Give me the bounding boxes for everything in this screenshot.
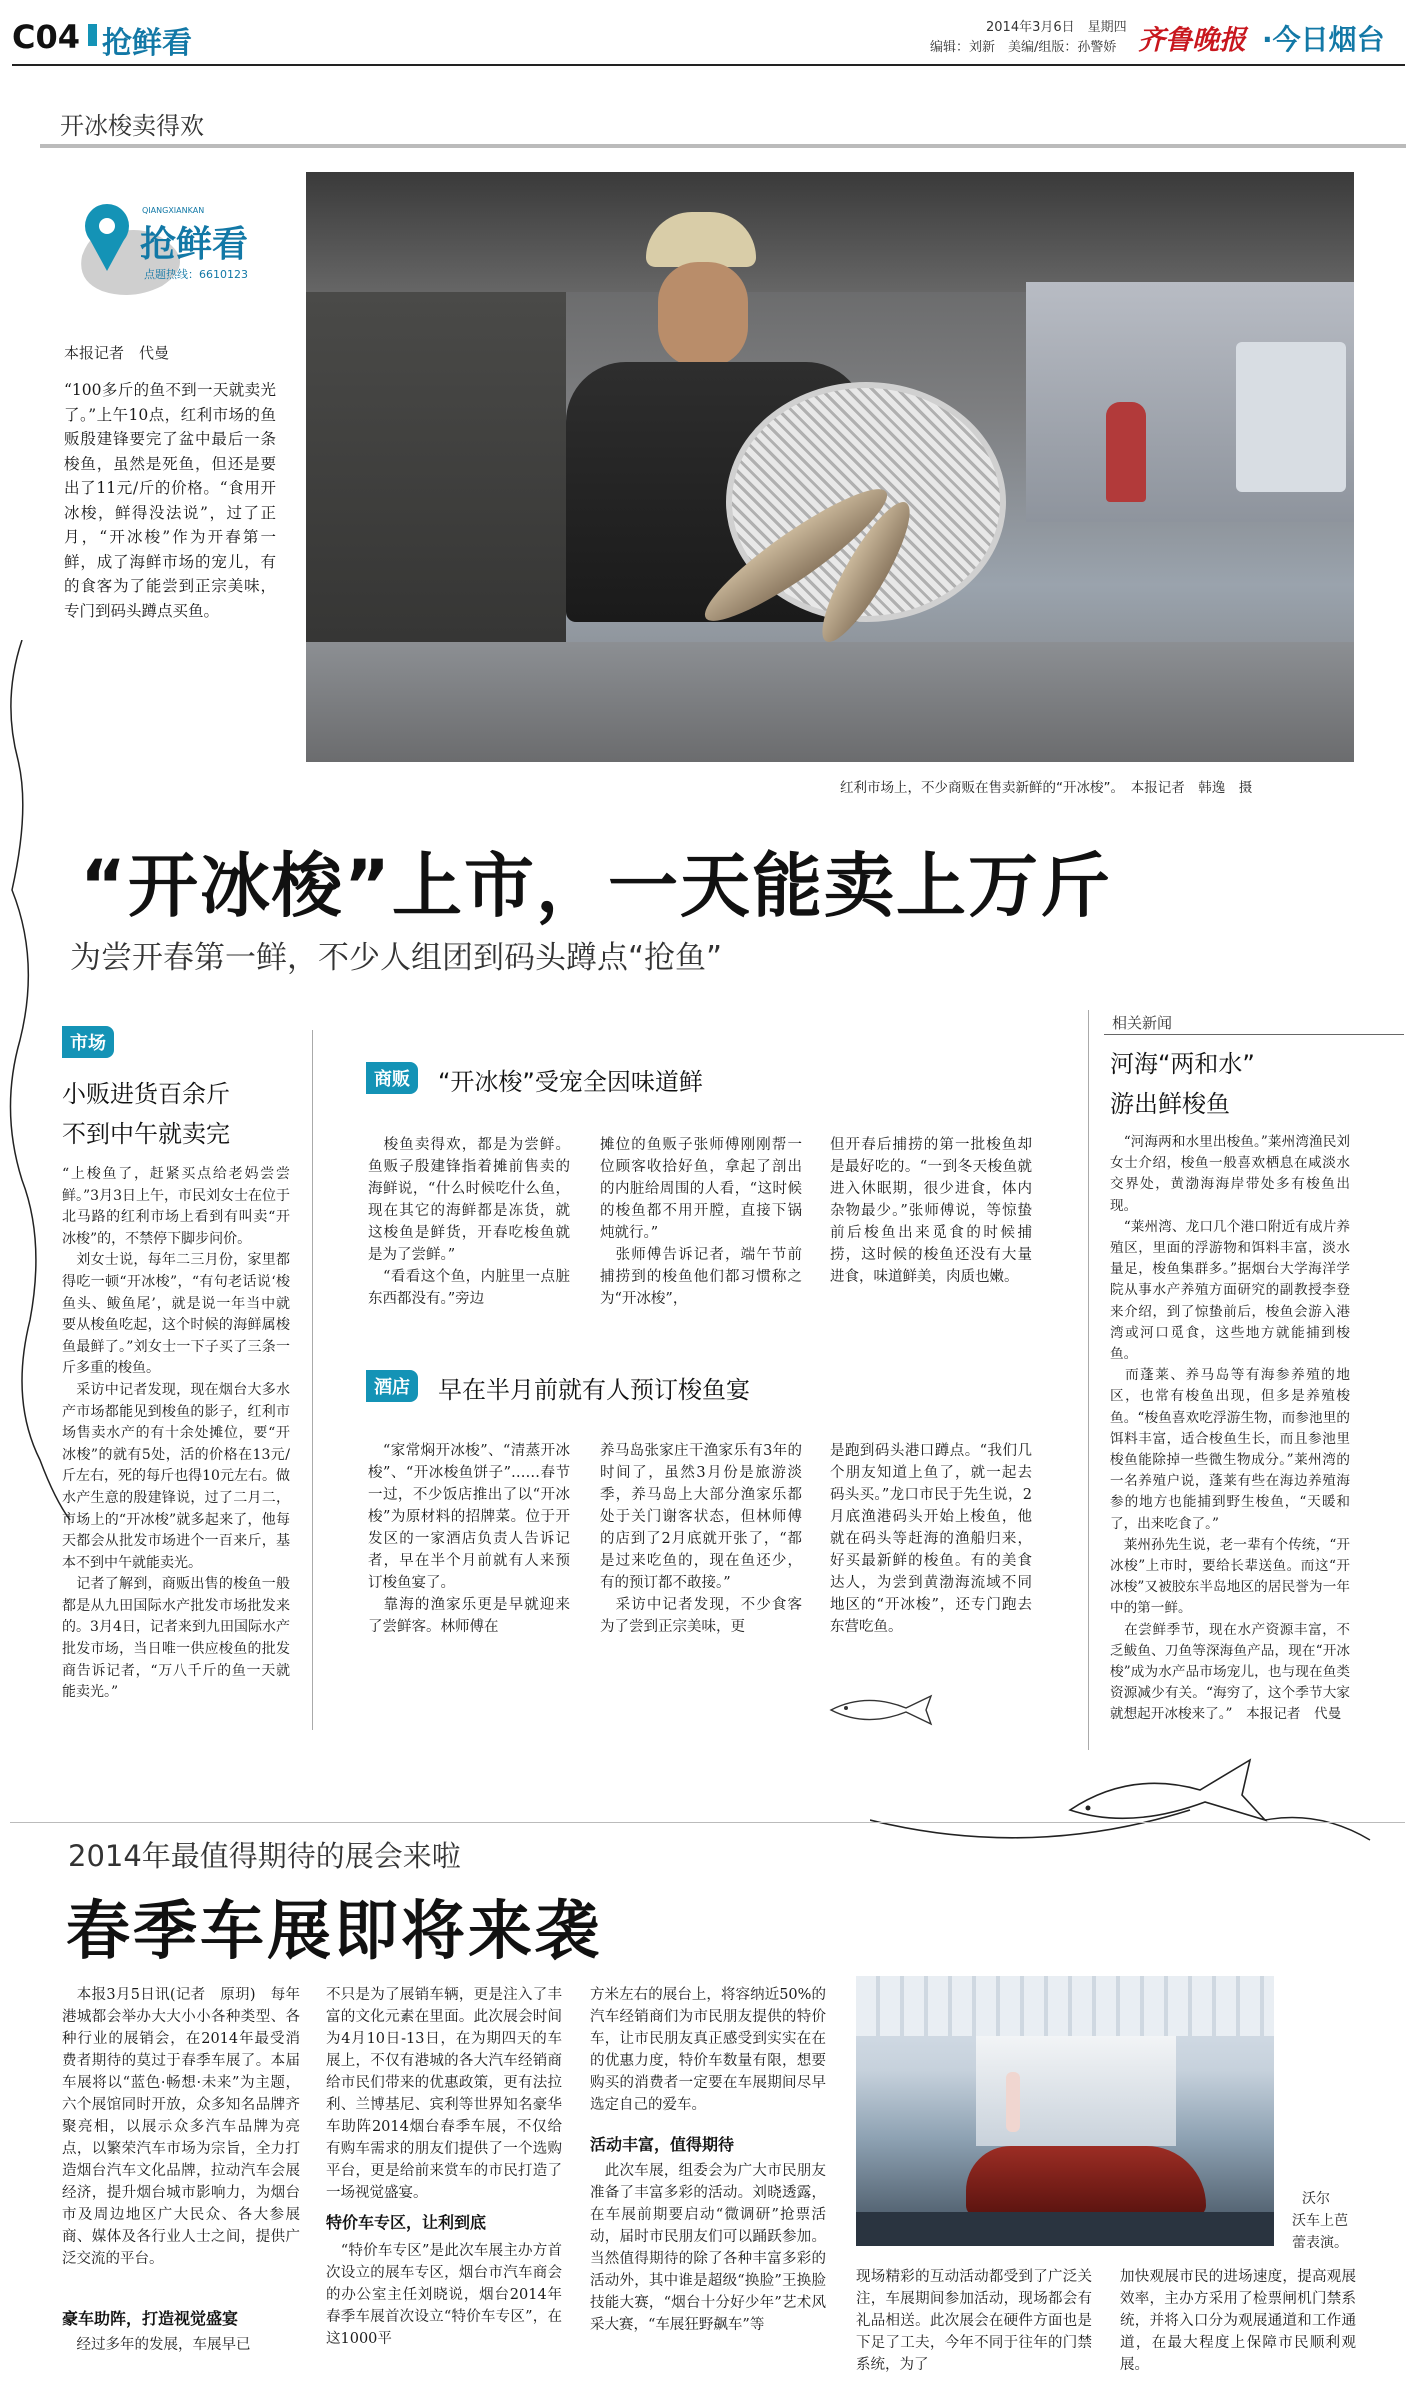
qiangxiankan-logo	[62, 196, 262, 306]
photo-caption: 红利市场上，不少商贩在售卖新鲜的“开冰梭”。 本报记者 韩逸 摄	[840, 780, 1253, 796]
auto-title: 春季车展即将来袭	[66, 1895, 602, 1969]
related-title-1: 河海“两和水”	[1110, 1050, 1255, 1078]
main-headline: “开冰梭”上市，一天能卖上万斤	[80, 845, 1113, 927]
shopper	[1106, 402, 1146, 502]
market-text: “上梭鱼了，赶紧买点给老妈尝尝鲜。”3月3日上午，市民刘女士在位于北马路的红利市场上看到有叫卖“开冰梭”的，不禁停下脚步问价。 刘女士说，每年二三月份，家里都得吃一顿“开冰梭”，“有句老话说‘梭鱼头、鲅鱼尾’，就是说一年当中就要从梭鱼吃起，这个时候的海鲜属梭鱼最鲜了。”刘女士一下子买了三条一斤多重的梭鱼。 采访中记者发现，现在烟台大多水产市场都能见到梭鱼的影子，红利市场售卖水产的有十余处摊位，要“开冰梭”的就有5处，活的价格在13元/斤左右，死的每斤也得10元左右。做水产生意的殷建锋说，过了二月二，市场上的“开冰梭”就多起来了，他每天都会从批发市场进个一百来斤，基本不到中午就能卖光。 记者了解到，商贩出售的梭鱼一般都是从九田国际水产批发市场批发来的。3月4日，记者来到九田国际水产批发市场，当日唯一供应梭鱼的批发商告诉记者，“万八千斤的鱼一天就能卖光。”	[62, 1166, 290, 1701]
editors-line: 编辑：刘新 美编/组版：孙警娇	[930, 40, 1117, 55]
ballet-dancer	[1006, 2072, 1020, 2132]
car-show-photo	[856, 1976, 1274, 2246]
hotel-title: 早在半月前就有人预订梭鱼宴	[438, 1376, 750, 1404]
related-title-2: 游出鲜梭鱼	[1110, 1090, 1230, 1118]
merchant-col-2: 摊位的鱼贩子张师傅刚刚帮一位顾客收拾好鱼，拿起了剖出的内脏给周围的人看，“这时候的梭鱼都不用开膛，直接下锅炖就行。” 张师傅告诉记者，端午节前捕捞到的梭鱼他们都习惯称之为“开冰梭”，	[600, 1137, 802, 1307]
market-title-2: 不到中午就卖完	[62, 1120, 230, 1148]
merchant-label: 商贩	[366, 1062, 418, 1094]
logo-pinyin: QIANGXIANKAN	[142, 206, 205, 215]
related-label: 相关新闻	[1112, 1014, 1173, 1032]
merchant-col-3: 但开春后捕捞的第一批梭鱼却是最好吃的。“一到冬天梭鱼就进入休眠期，很少进食，体内杂物最少。”张师傅说，等惊蛰前后梭鱼出来觅食的时候捕捞，这时候的梭鱼还没有大量进食，味道鲜美，肉质也嫩。	[830, 1137, 1032, 1285]
auto-col-3: 方米左右的展台上，将容纳近50%的汽车经销商们为市民朋友提供的特价车，让市民朋友真正感受到实实在在的优惠力度，特价车数量有限，想要购买的消费者一定要在车展期间尽早选定自己的爱车。	[590, 1987, 826, 2113]
hotel-col-1: “家常焖开冰梭”、“清蒸开冰梭”、“开冰梭鱼饼子”……春节一过，不少饭店推出了以“开冰梭”为原材料的招牌菜。位于开发区的一家酒店负责人告诉记者，早在半个月前就有人来预订梭鱼宴了。 靠海的渔家乐更是早就迎来了尝鲜客。林师傅在	[368, 1443, 570, 1635]
market-label: 市场	[62, 1026, 114, 1058]
masthead-rule	[12, 64, 1405, 66]
car	[966, 2146, 1206, 2216]
related-divider	[1088, 1010, 1089, 1750]
paper-name: 齐鲁晚报	[1138, 25, 1246, 56]
car-caption-3: 蕾表演。	[1292, 2235, 1348, 2251]
edition-name: ·今日烟台	[1262, 23, 1385, 56]
hotel-col-2: 养马岛张家庄干渔家乐有3年的时间了，虽然3月份是旅游淡季，养马岛上大部分渔家乐都处于关门谢客状态，但林师傅的店到了2月底就开张了，“都是过来吃鱼的，现在鱼还少，有的预订都不敢接。” 采访中记者发现，不少食客为了尝到正宗美味，更	[600, 1443, 802, 1635]
merchant-col-1: 梭鱼卖得欢，都是为尝鲜。鱼贩子殷建锋指着摊前售卖的海鲜说，“什么时候吃什么鱼，现在其它的海鲜都是冻货，就这梭鱼是鲜货，开春吃梭鱼就是为了尝鲜。” “看看这个鱼，内脏里一点脏东西都没有。”旁边	[368, 1137, 570, 1307]
auto-col-5: 加快观展市民的进场速度，提高观展效率，主办方采用了检票闸机门禁系统，并将入口分为观展通道和工作通道，在最大程度上保障市民顺利观展。	[1120, 2269, 1356, 2373]
intro-text: “100多斤的鱼不到一天就卖光了。”上午10点，红利市场的鱼贩殷建锋要完了盆中最后一条梭鱼，虽然是死鱼，但还是要出了11元/斤的价格。“食用开冰梭，鲜得没法说”，过了正月，“开冰梭”作为开春第一鲜，成了海鲜市场的宠儿，有的食客为了能尝到正宗美味，专门到码头蹲点买鱼。	[64, 381, 276, 620]
auto-col-3b: 此次车展，组委会为广大市民朋友准备了丰富多彩的活动。刘晓透露，在车展前期要启动“微调研”抢票活动，届时市民朋友们可以踊跃参加。当然值得期待的除了各种丰富多彩的活动外，其中谁是超级“换脸”王换脸技能大赛，“烟台十分好少年”艺术风采大赛，“车展狂野飙车”等	[590, 2163, 826, 2333]
date-line: 2014年3月6日 星期四	[986, 20, 1127, 35]
car-caption-2: 沃车上芭	[1292, 2213, 1348, 2229]
fishmonger-face	[658, 262, 748, 367]
section-marker	[88, 24, 97, 46]
strap-rule	[40, 144, 1406, 148]
page-code: C04	[12, 18, 81, 56]
fish-market-photo	[306, 172, 1354, 762]
auto-col-1: 本报3月5日讯(记者 原玥) 每年港城都会举办大大小小各种类型、各种行业的展销会，在2014年最受消费者期待的莫过于春季车展了。本届车展将以“蓝色·畅想·未来”为主题，六个展馆同时开放，众多知名品牌齐聚亮相，以展示众多汽车品牌为亮点，以繁荣汽车市场为宗旨，全力打造烟台汽车文化品牌，拉动汽车会展经济，提升烟台城市影响力，为烟台市及周边地区广大民众、各大参展商、媒体及各行业人士之间，提供广泛交流的平台。	[62, 1987, 300, 2267]
merchant-title: “开冰梭”受宠全因味道鲜	[438, 1068, 703, 1096]
auto-col-1b: 经过多年的发展，车展早已	[62, 2337, 251, 2353]
intro-byline: 本报记者 代曼	[64, 344, 170, 362]
auto-kicker: 2014年最值得期待的展会来啦	[68, 1839, 461, 1873]
auto-col-4: 现场精彩的互动活动都受到了广泛关注，车展期间参加活动，现场都会有礼品相送。此次展会在硬件方面也是下足了工夫，今年不同于往年的门禁系统，为了	[856, 2269, 1092, 2373]
auto-divider	[10, 1822, 1405, 1823]
fish-swoosh-illustration	[870, 1750, 1390, 1860]
logo-name: 抢鲜看	[140, 224, 249, 265]
auto-sub-1: 豪车助阵，打造视觉盛宴	[62, 2309, 239, 2328]
auto-sub-3: 活动丰富，值得期待	[590, 2135, 735, 2154]
logo-hotline: 点题热线：6610123	[144, 268, 248, 281]
car-caption-1: 沃尔	[1302, 2191, 1330, 2207]
sub-headline: 为尝开春第一鲜，不少人组团到码头蹲点“抢鱼”	[70, 940, 723, 976]
market-divider	[312, 1030, 313, 1730]
column-strap: 开冰梭卖得欢	[60, 112, 204, 140]
fish-illustration	[826, 1690, 936, 1730]
related-text: “河海两和水里出梭鱼。”莱州湾渔民刘女士介绍，梭鱼一般喜欢栖息在咸淡水交界处，黄渤海海岸带处多有梭鱼出现。 “莱州湾、龙口几个港口附近有成片养殖区，里面的浮游物和饵料丰富，淡水量足，梭鱼集群多。”据烟台大学海洋学院从事水产养殖方面研究的副教授李登来介绍，到了惊蛰前后，梭鱼会游入港湾或河口觅食，这些地方就能捕到梭鱼。 而蓬莱、养马岛等有海参养殖的地区，也常有梭鱼出现，但多是养殖梭鱼。“梭鱼喜欢吃浮游生物，而参池里的饵料丰富，适合梭鱼生长，而且参池里梭鱼能除掉一些微生物成分。”莱州湾的一名养殖户说，蓬莱有些在海边养殖海参的地方也能捕到野生梭鱼，“天暖和了，出来吃食了。” 莱州孙先生说，老一辈有个传统，“开冰梭”上市时，要给长辈送鱼。而这“开冰梭”又被胶东半岛地区的居民誉为一年中的第一鲜。 在尝鲜季节，现在水产资源丰富，不乏鲅鱼、刀鱼等深海鱼产品，现在“开冰梭”成为水产品市场宠儿，也与现在鱼类资源减少有关。“海穷了，这个季节大家就想起开冰梭来了。” 本报记者 代曼	[1110, 1134, 1350, 1723]
hotel-label: 酒店	[366, 1370, 418, 1402]
related-rule	[1104, 1034, 1404, 1035]
hotel-col-3: 是跑到码头港口蹲点。“我们几个朋友知道上鱼了，就一起去码头买。”龙口市民于先生说，2月底渔港码头开始上梭鱼，他就在码头等赶海的渔船归来，好买最新鲜的梭鱼。有的美食达人，为尝到黄渤海流域不同地区的“开冰梭”，还专门跑去东营吃鱼。	[830, 1443, 1032, 1635]
section-name: 抢鲜看	[102, 26, 192, 61]
auto-sub-2: 特价车专区，让利到底	[326, 2213, 487, 2232]
market-title-1: 小贩进货百余斤	[62, 1080, 230, 1108]
auto-col-2b: “特价车专区”是此次车展主办方首次设立的展车专区，烟台市汽车商会的办公室主任刘晓说，烟台2014年春季车展首次设立“特价车专区”，在这1000平	[326, 2243, 562, 2347]
auto-col-2: 不只是为了展销车辆，更是注入了丰富的文化元素在里面。此次展会时间为4月10日-13日，在为期四天的车展上，不仅有港城的各大汽车经销商给市民们带来的优惠政策，更有法拉利、兰博基尼、宾利等世界知名豪华车助阵2014烟台春季车展，不仅给有购车需求的朋友们提供了一个选购平台，更是给前来赏车的市民打造了一场视觉盛宴。	[326, 1987, 562, 2201]
